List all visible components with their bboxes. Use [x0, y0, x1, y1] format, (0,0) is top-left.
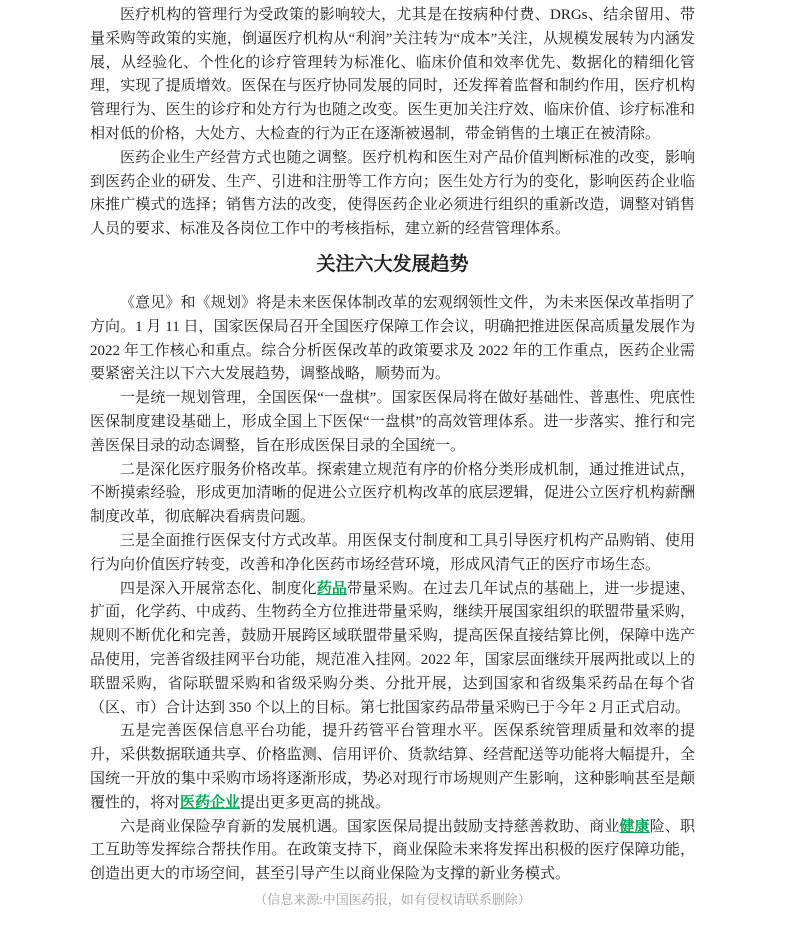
- paragraph-text: 提出更多更高的挑战。: [240, 794, 391, 811]
- paragraph: [90, 578, 695, 721]
- paragraph: [90, 292, 695, 387]
- inline-link[interactable]: 药品: [316, 580, 348, 597]
- paragraph-text: 四是深入开展常态化、制度化: [120, 580, 317, 597]
- trends-section: [90, 292, 695, 887]
- lead-section: [90, 4, 695, 242]
- paragraph-text: 医药企业生产经营方式也随之调整。医疗机构和医生对产品价值判断标准的改变，影响到医药企业的研发、生产、引进和注册等工作方向；医生处方行为的变化，影响医药企业临床推广模式的选择；销售方法的改变，使得医药企业必须进行组织的重新改造，调整对销售人员的要求、标准及各岗位工作中的考核指标，建立新的经营管理体系。: [90, 149, 695, 238]
- paragraph-text: 《意见》和《规划》将是未来医保体制改革的宏观纲领性文件，为未来医保改革指明了方向。1 月 11 日，国家医保局召开全国医疗保障工作会议，明确把推进医保高质量发展作为 2022 年工作核心和重点。综合分析医保改革的政策要求及 2022 年的工作重点，医药企业需要紧密关注以下六大发展趋势，调整战略，顺势而为。: [90, 294, 695, 383]
- paragraph-text: 三是全面推行医保支付方式改革。用医保支付制度和工具引导医疗机构产品购销、使用行为向价值医疗转变，改善和净化医药市场经营环境，形成风清气正的医疗市场生态。: [90, 532, 695, 573]
- source-note: （信息来源:中国医药报，如有侵权请联系删除）: [254, 891, 531, 907]
- paragraph-text: 带量采购。在过去几年试点的基础上，进一步提速、扩面，化学药、中成药、生物药全方位推进带量采购，继续开展国家组织的联盟带量采购，规则不断优化和完善，鼓励开展跨区域联盟带量采购，提高医保直接结算比例，保障中选产品使用，完善省级挂网平台功能，规范准入挂网。2022 年，国家层面继续开展两批或以上的联盟采购，省际联盟采购和省级采购分类、分批开展，达到国家和省级集采药品在每个省（区、市）合计达到 350 个以上的目标。第七批国家药品带量采购已于今年 2 月正式启动。: [90, 580, 695, 716]
- paragraph: [90, 530, 695, 578]
- paragraph: [90, 459, 695, 530]
- paragraph-text: 六是商业保险孕育新的发展机遇。国家医保局提出鼓励支持慈善救助、商业: [120, 818, 620, 835]
- paragraph-text: 二是深化医疗服务价格改革。探索建立规范有序的价格分类形成机制，通过推进试点，不断摸索经验，形成更加清晰的促进公立医疗机构改革的底层逻辑，促进公立医疗机构薪酬制度改革，彻底解决看病贵问题。: [90, 461, 695, 526]
- inline-link[interactable]: 健康: [619, 818, 650, 835]
- paragraph-text: 五是完善医保信息平台功能，提升药管平台管理水平。医保系统管理质量和效率的提升，采供数据联通共享、价格监测、信用评价、货款结算、经营配送等功能将大幅提升，全国统一开放的集中采购市场将逐渐形成，势必对现行市场规则产生影响，这种影响甚至是颠覆性的，将对: [90, 723, 695, 811]
- paragraph: [90, 4, 695, 147]
- paragraph-text: 一是统一规划管理，全国医保“一盘棋”。国家医保局将在做好基础性、普惠性、兜底性医保制度建设基础上，形成全国上下医保“一盘棋”的高效管理体系。进一步落实、推行和完善医保目录的动态调整，旨在形成医保目录的全国统一。: [90, 390, 695, 454]
- paragraph: [90, 720, 695, 815]
- article-content: [90, 0, 695, 908]
- paragraph: [90, 387, 695, 458]
- paragraph: [90, 147, 695, 242]
- paragraph-text: 医疗机构的管理行为受政策的影响较大，尤其是在按病种付费、DRGs、结余留用、带量采购等政策的实施，倒逼医疗机构从“利润”关注转为“成本”关注，从规模发展转为内涵发展，从经验化、个性化的诊疗管理转为标准化、临床价值和效率优先、数据化的精细化管理，实现了提质增效。医保在与医疗协同发展的同时，还发挥着监督和制约作用，医疗机构管理行为、医生的诊疗和处方行为也随之改变。医生更加关注疗效、临床价值、诊疗标准和相对低的价格，大处方、大检查的行为正在逐渐被遏制，带金销售的土壤正在被清除。: [90, 7, 695, 142]
- paragraph: [90, 816, 695, 887]
- paragraph-text: 险、职工互助等发挥综合帮扶作用。在政策支持下，商业保险未来将发挥出积极的医疗保障功能，创造出更大的市场空间，甚至引导产生以商业保险为支撑的新业务模式。: [90, 818, 695, 883]
- section-heading: 关注六大发展趋势: [316, 253, 469, 275]
- inline-link[interactable]: 医药企业: [180, 794, 241, 811]
